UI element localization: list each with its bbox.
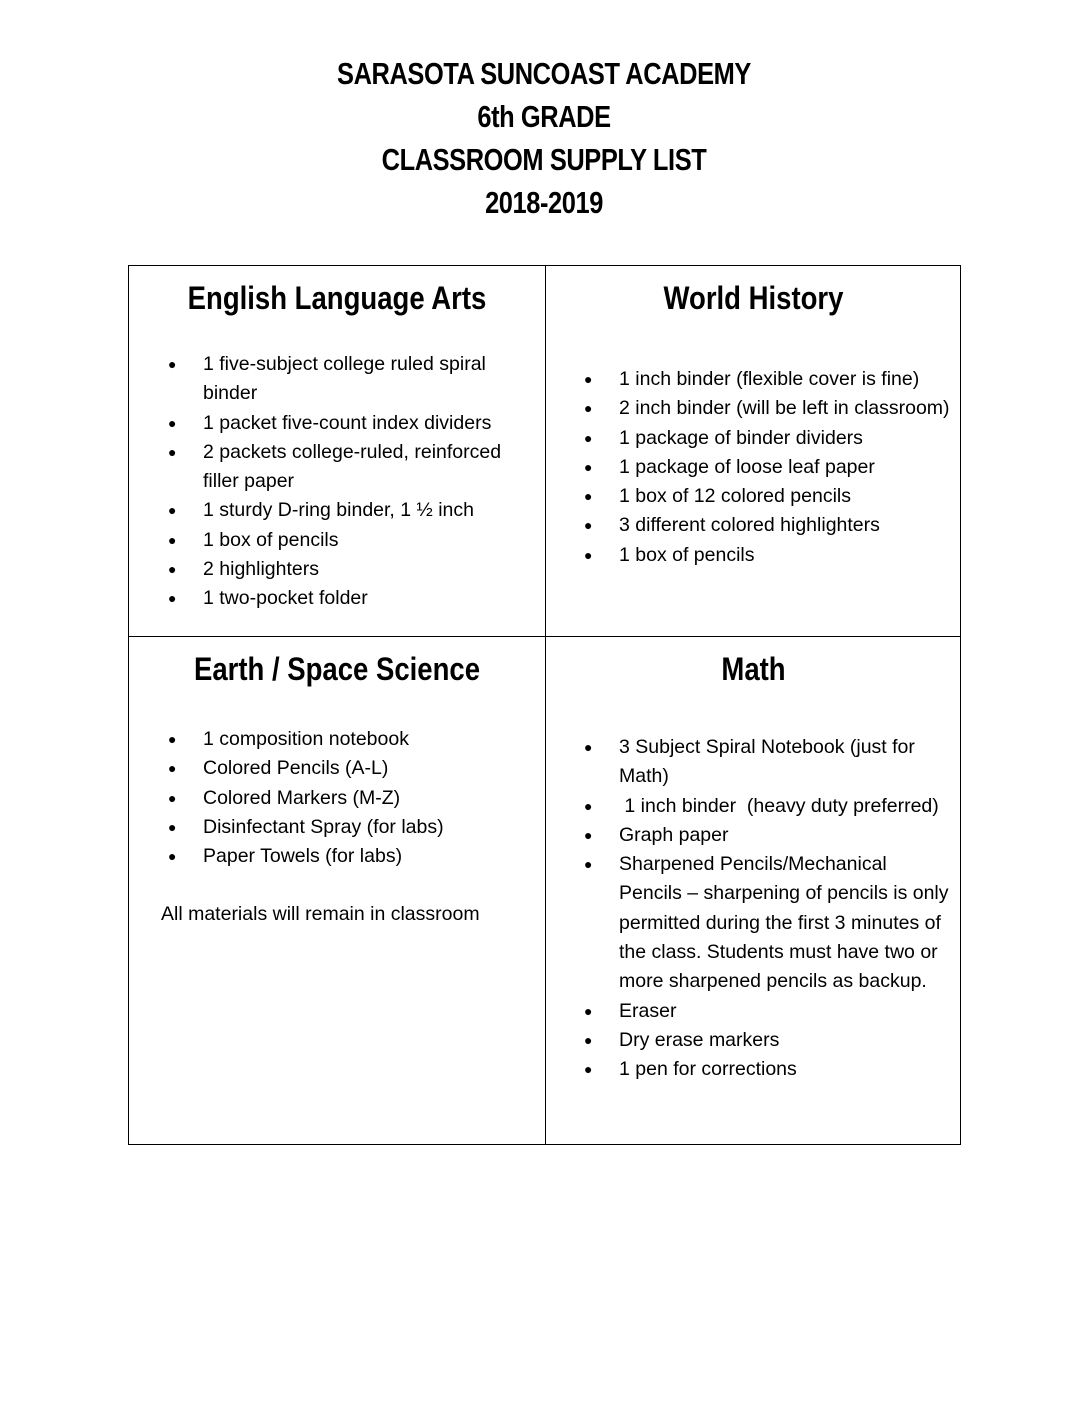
supply-list-math	[573, 733, 951, 1085]
list-item: ● Paper Towels (for labs)	[157, 842, 531, 871]
list-item: ● 1 pen for corrections	[573, 1055, 951, 1084]
list-item: ● 1 box of 12 colored pencils	[573, 482, 951, 511]
list-item: ● 1 inch binder (flexible cover is fine)	[573, 365, 951, 394]
bullet-icon: ●	[584, 1061, 593, 1078]
bullet-icon: ●	[168, 356, 177, 372]
school-year: 2018-2019	[485, 185, 603, 220]
list-item: ● 2 packets college-ruled, reinforced filler paper	[157, 438, 531, 497]
bullet-icon: ●	[584, 517, 593, 534]
cell-english-language-arts	[129, 266, 545, 636]
list-item: ● 1 box of pencils	[157, 526, 531, 555]
list-item: ● 1 package of binder dividers	[573, 424, 951, 453]
subject-title-english: English Language Arts	[187, 280, 487, 316]
list-title: CLASSROOM SUPPLY LIST	[381, 142, 707, 177]
supply-list-english	[157, 350, 531, 614]
bullet-icon: ●	[584, 856, 593, 873]
bullet-icon: ●	[168, 848, 177, 865]
bullet-icon: ●	[168, 731, 177, 747]
list-item: ● 3 different colored highlighters	[573, 511, 951, 540]
list-item: ● 2 highlighters	[157, 555, 531, 584]
bullet-icon: ●	[168, 414, 177, 431]
list-item: ● 1 inch binder (heavy duty preferred)	[573, 792, 951, 821]
cell-world-history	[546, 266, 961, 636]
list-item: ● 1 package of loose leaf paper	[573, 453, 951, 482]
bullet-icon: ●	[168, 590, 177, 607]
school-name: SARASOTA SUNCOAST ACADEMY	[337, 56, 751, 91]
bullet-icon: ●	[168, 818, 177, 835]
supply-list-world-history	[573, 365, 951, 570]
bullet-icon: ●	[168, 502, 177, 519]
cell-math	[546, 637, 961, 1144]
supply-table	[128, 265, 961, 1145]
list-item: ● 2 inch binder (will be left in classroom)	[573, 394, 951, 423]
bullet-icon: ●	[584, 400, 593, 417]
bullet-icon: ●	[584, 826, 593, 843]
list-item: ● Dry erase markers	[573, 1026, 951, 1055]
bullet-icon: ●	[584, 488, 593, 505]
list-item: ● 1 sturdy D-ring binder, 1 ½ inch	[157, 496, 531, 525]
list-item: ● Colored Pencils (A-L)	[157, 754, 531, 783]
bullet-icon: ●	[584, 458, 593, 475]
document-header	[0, 52, 1088, 224]
bullet-icon: ●	[168, 561, 177, 578]
bullet-icon: ●	[584, 1031, 593, 1048]
list-item: ● Colored Markers (M-Z)	[157, 784, 531, 813]
bullet-icon: ●	[168, 443, 177, 460]
list-item: ● Graph paper	[573, 821, 951, 850]
grade-level: 6th GRADE	[477, 99, 611, 134]
bullet-icon: ●	[584, 739, 593, 755]
list-item: ● 1 composition notebook	[157, 725, 531, 754]
list-item: ● Eraser	[573, 997, 951, 1026]
list-item: ● 1 two-pocket folder	[157, 584, 531, 613]
bullet-icon: ●	[584, 371, 593, 387]
bullet-icon: ●	[168, 789, 177, 806]
list-item: ● 1 box of pencils	[573, 541, 951, 570]
bullet-icon: ●	[168, 760, 177, 777]
subject-title-science: Earth / Space Science	[193, 651, 481, 687]
list-item: ● 1 packet five-count index dividers	[157, 409, 531, 438]
cell-earth-space-science	[129, 637, 545, 1144]
subject-title-math: Math	[721, 651, 786, 687]
bullet-icon: ●	[168, 531, 177, 548]
list-item: ● Sharpened Pencils/Mechanical Pencils – sharpening of pencils is only permitted during the first 3 minutes of the class. Students must have two or more sharpened pencils as backup.	[573, 850, 951, 996]
bullet-icon: ●	[584, 429, 593, 446]
bullet-icon: ●	[584, 546, 593, 563]
bullet-icon: ●	[584, 1002, 593, 1019]
supply-list-science	[157, 725, 531, 871]
list-item: ● 1 five-subject college ruled spiral binder	[157, 350, 531, 409]
bullet-icon: ●	[584, 797, 593, 814]
subject-title-world-history: World History	[663, 280, 844, 316]
list-item: ● 3 Subject Spiral Notebook (just for Math)	[573, 733, 951, 792]
list-item: ● Disinfectant Spray (for labs)	[157, 813, 531, 842]
science-note: All materials will remain in classroom	[161, 903, 480, 926]
